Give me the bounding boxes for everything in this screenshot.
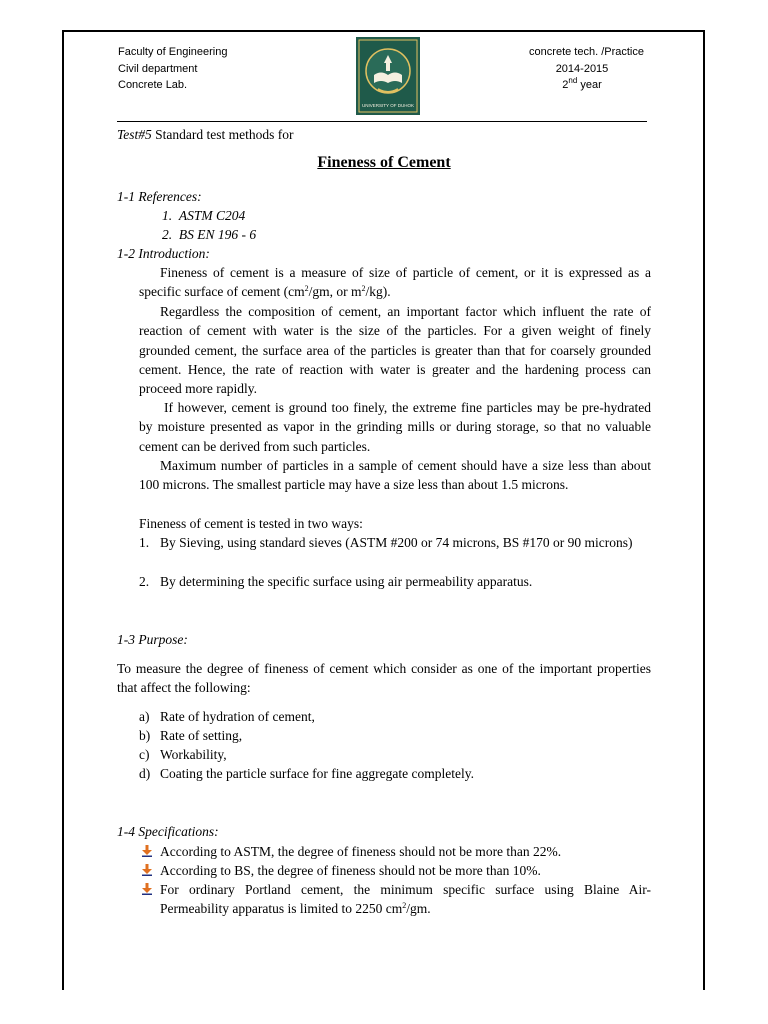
arrow-bullet-icon	[142, 845, 152, 857]
spec-item: According to ASTM, the degree of fineness should not be more than 22%.	[160, 844, 562, 859]
purpose-item: a) Rate of hydration of cement,	[139, 709, 315, 724]
faculty-line: Faculty of Engineering	[118, 46, 228, 58]
introduction-heading: 1-2 Introduction:	[117, 246, 210, 261]
purpose-item: d) Coating the particle surface for fine aggregate completely.	[139, 766, 474, 781]
references-heading: 1-1 References:	[117, 189, 202, 204]
svg-text:UNIVERSITY OF DUHOK: UNIVERSITY OF DUHOK	[362, 103, 414, 108]
spec-item: For ordinary Portland cement, the minimum specific surface using Blaine Air-Permeability apparatus is limited to 2250 $cm^2/gm$.	[160, 882, 651, 917]
intro-paragraph-3: If however, cement is ground too finely, the extreme fine particles may be pre-hydrated by moisture presented as vapor in the grinding mills or during storage, so that no valuable cement can be derived from such particles.	[139, 400, 651, 454]
academic-years: 2014-2015	[555, 62, 609, 75]
university-logo	[356, 37, 420, 115]
test-line: Test#5 Standard test methods for	[117, 127, 294, 142]
spec-item: According to BS, the degree of fineness should not be more than 10%.	[160, 863, 541, 878]
reference-item: 1. ASTM C204	[162, 208, 246, 223]
purpose-text: To measure the degree of fineness of cement which consider as one of the important properties that affect the following:	[117, 661, 651, 696]
department-line: Civil department	[118, 62, 198, 75]
arrow-bullet-icon	[142, 883, 152, 895]
reference-item: 2. BS EN 196 - 6	[162, 227, 257, 242]
purpose-item: b) Rate of setting,	[139, 728, 243, 743]
header-course-info	[512, 44, 652, 94]
document-title: Fineness of Cement	[317, 154, 451, 171]
ways-item: 2. By determining the specific surface using air permeability apparatus.	[139, 574, 533, 589]
year-level: 2nd year	[562, 76, 602, 91]
arrow-bullet-icon	[142, 864, 152, 876]
lab-line: Concrete Lab.	[118, 79, 188, 91]
intro-paragraph-2: Regardless the composition of cement, an important factor which influent the rate of reaction of cement with water is the size of the particles. For a given weight of finely grounded cement, the surface area of the particles is greater than that for coarsely grounded cement. Hence, the rate of reaction with water is greater and the hardening process can proceed more rapidly.	[139, 304, 651, 397]
ways-item: 1. By Sieving, using standard sieves (ASTM #200 or 74 microns, BS #170 or 90 microns)	[139, 535, 633, 550]
specifications-heading: 1-4 Specifications:	[117, 824, 219, 839]
ways-intro: Fineness of cement is tested in two ways:	[139, 516, 363, 531]
intro-paragraph-1: Fineness of cement is a measure of size of particle of cement, or it is expressed as a specific surface of cement ($cm^2/gm$, or $m^2/kg$).	[139, 265, 651, 300]
intro-paragraph-4: Maximum number of particles in a sample of cement should have a size less than about 100 microns. The smallest particle may have a size less than about 1.5 microns.	[139, 458, 651, 493]
course-name: concrete tech. /Practice	[529, 46, 644, 58]
header-institution	[118, 44, 227, 94]
header-divider	[117, 121, 647, 122]
purpose-heading: 1-3 Purpose:	[117, 632, 188, 647]
purpose-item: c) Workability,	[139, 747, 227, 762]
